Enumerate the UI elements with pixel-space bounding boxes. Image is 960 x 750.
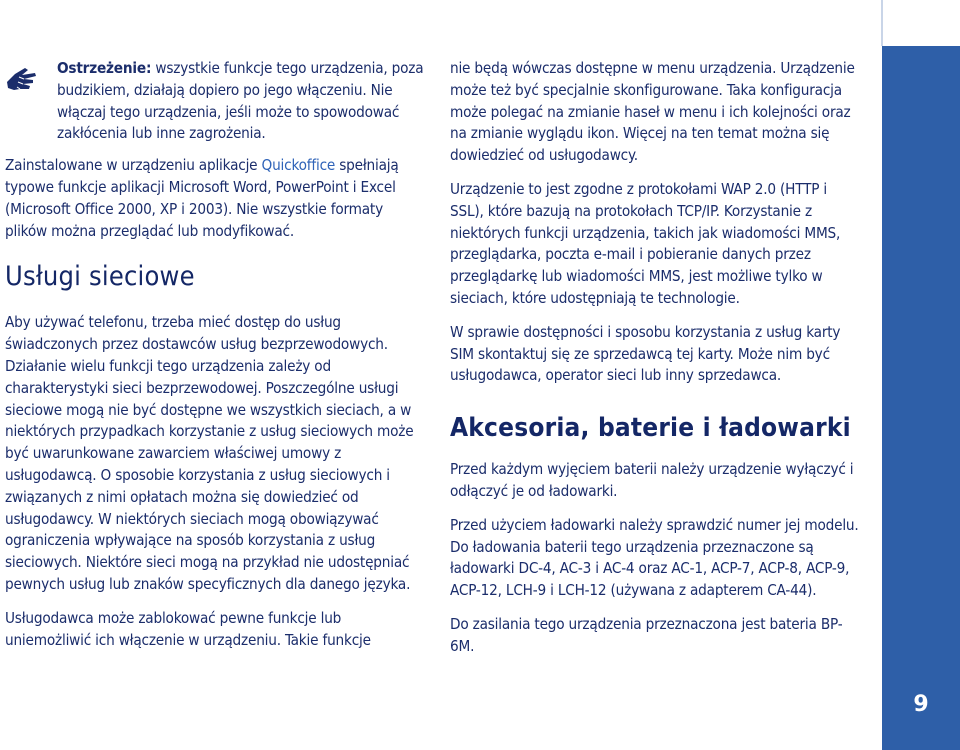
network-services-heading: Usługi sieciowe bbox=[5, 261, 195, 293]
quickoffice-name: Quickoffice bbox=[261, 156, 336, 175]
right-paragraph-2: Urządzenie to jest zgodne z protokołami WAP 2.0 (HTTP i SSL), które bazują na protokołach TCP/IP. Korzystanie z niektórych funkcji urządzenia, takich jak wiadomości MMS, przeglądarka, poczta e-mail i pobieranie danych przez przeglądarkę lub wiadomości MMS, jest możliwe tylko w sieciach, które udostępniają te technologie. bbox=[450, 179, 841, 307]
page-number: 9 bbox=[913, 692, 929, 717]
right-paragraph-3: W sprawie dostępności i sposobu korzystania z usług karty SIM skontaktuj się ze sprzedawcą tej karty. Może nim być usługodawca, operator sieci lub inny sprzedawca. bbox=[450, 322, 841, 385]
page-side-tab bbox=[882, 0, 960, 750]
accessories-paragraph-3: Do zasilania tego urządzenia przeznaczona jest bateria BP-6M. bbox=[450, 614, 843, 655]
page-side-tab-cap bbox=[882, 0, 960, 46]
warning-text: wszystkie funkcje tego urządzenia, poza budzikiem, działają dopiero po jego włączeniu. Nie włączaj tego urządzenia, jeśli może to spowodować zakłócenia lub inne zagrożenia. bbox=[57, 59, 424, 143]
accessories-paragraph-2: Przed użyciem ładowarki należy sprawdzić numer jej modelu. Do ładowania baterii tego urządzenia przeznaczone są ładowarki DC-4, AC-3 i AC-4 oraz AC-1, ACP-7, ACP-8, ACP-9, ACP-12, LCH-9 i LCH-12 (używana z adapterem CA-44). bbox=[450, 515, 859, 600]
quickoffice-paragraph bbox=[5, 155, 425, 242]
quickoffice-after: spełniają typowe funkcje aplikacji Microsoft Word, PowerPoint i Excel (Microsoft Office 2000, XP i 2003). Nie wszystkie formaty plików można przeglądać lub modyfikować. bbox=[5, 156, 399, 240]
page-side-tab-divider bbox=[881, 0, 883, 46]
hand-pointing-icon bbox=[5, 64, 39, 94]
network-services-paragraph-1: Aby używać telefonu, trzeba mieć dostęp do usług świadczonych przez dostawców usług bezprzewodowych. Działanie wielu funkcji tego urządzenia zależy od charakterystyki sieci bezprzewodowej. Poszczególne usługi sieciowe mogą nie być dostępne we wszystkich sieciach, a w niektórych przypadkach korzystanie z usług sieciowych może być uwarunkowane zawarciem właściwej umowy z usługodawcą. O sposobie korzystania z usług sieciowych i związanych z nimi opłatach można się dowiedzieć od usługodawcy. W niektórych sieciach mogą obowiązywać ograniczenia wpływające na sposób korzystania z usług sieciowych. Niektóre sieci mogą na przykład nie udostępniać pewnych usług lub znaków specyficznych dla danego języka. bbox=[5, 313, 414, 593]
right-paragraph-1: nie będą wówczas dostępne w menu urządzenia. Urządzenie może też być specjalnie skonfigurowane. Taka konfiguracja może polegać na zmianie haseł w menu i ich kolejności oraz na zmianie wyglądu ikon. Więcej na ten temat można się dowiedzieć od usługodawcy. bbox=[450, 59, 855, 165]
left-column bbox=[5, 58, 425, 663]
warning-note bbox=[57, 58, 425, 145]
accessories-heading: Akcesoria, baterie i ładowarki bbox=[450, 413, 851, 444]
right-column bbox=[450, 58, 860, 670]
network-services-paragraph-2: Usługodawca może zablokować pewne funkcje lub uniemożliwić ich włączenie w urządzeniu. Takie funkcje bbox=[5, 608, 371, 649]
warning-label: Ostrzeżenie: bbox=[57, 59, 152, 77]
quickoffice-before: Zainstalowane w urządzeniu aplikacje bbox=[5, 156, 262, 175]
accessories-paragraph-1: Przed każdym wyjęciem baterii należy urządzenie wyłączyć i odłączyć je od ładowarki. bbox=[450, 460, 854, 500]
